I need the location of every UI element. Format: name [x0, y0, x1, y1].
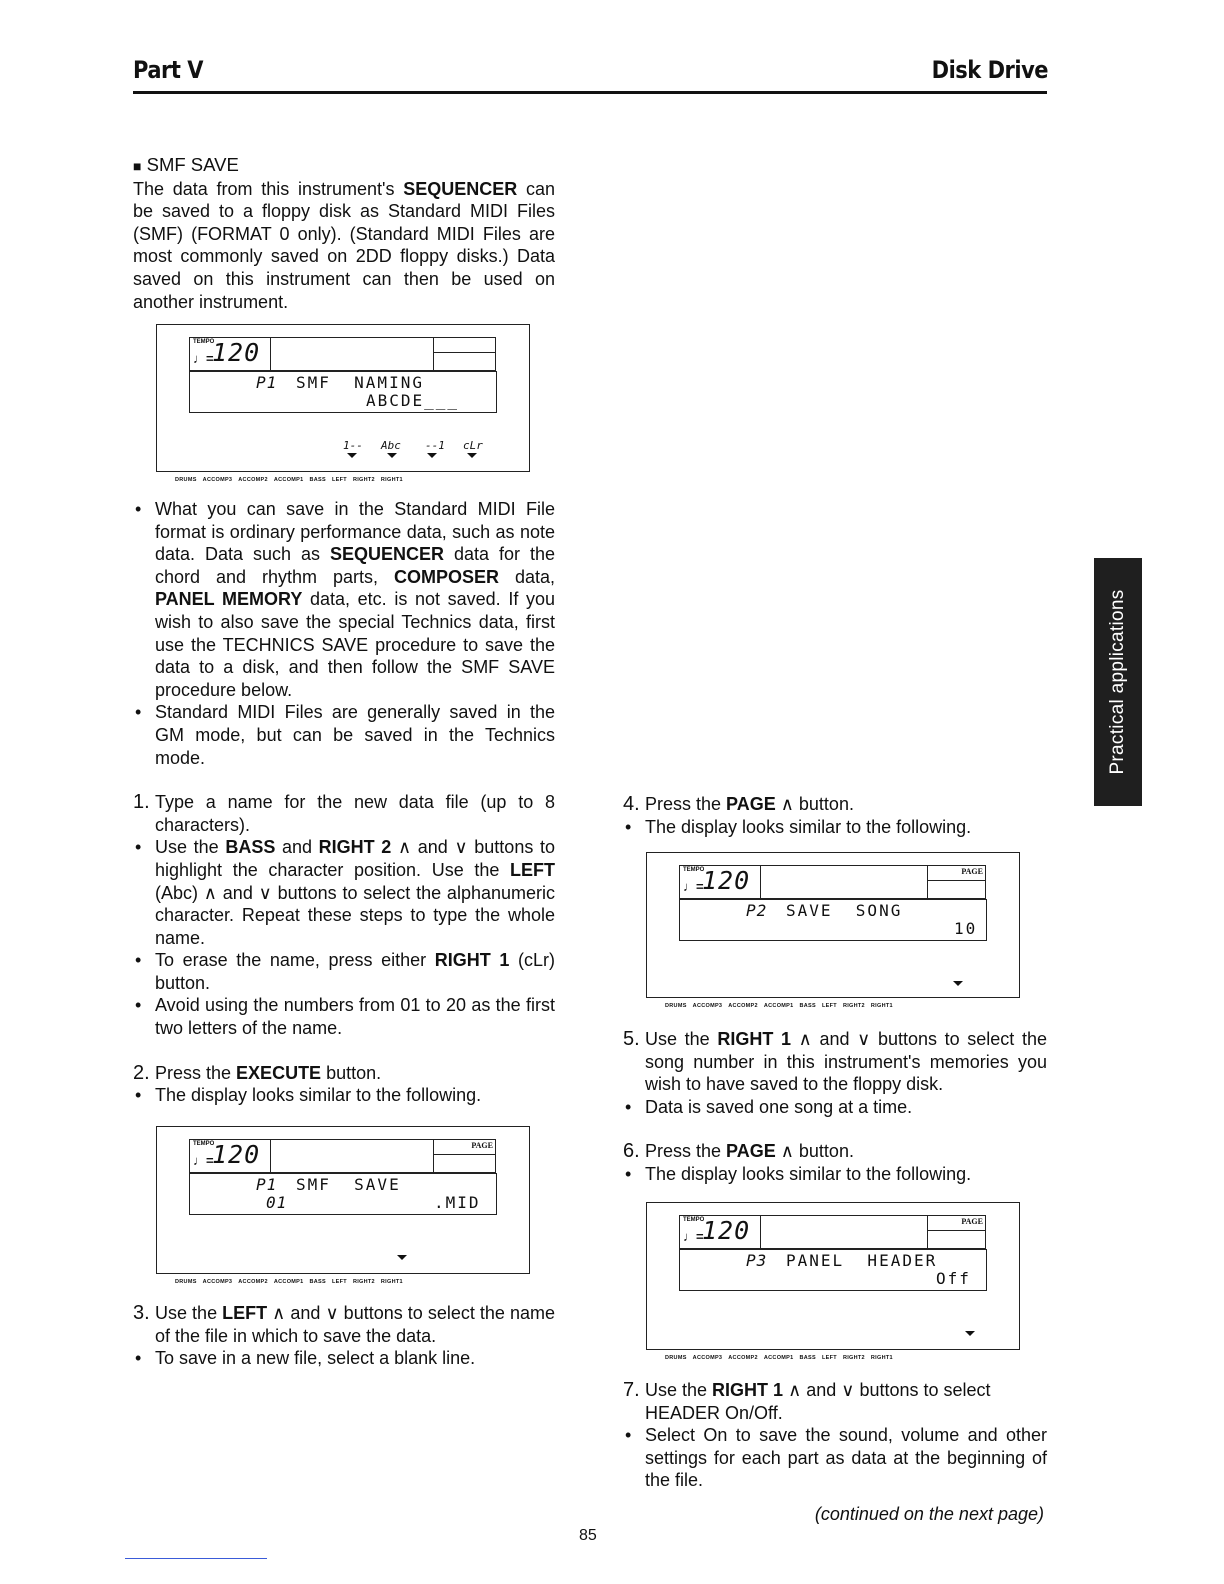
lcd-line-1: SMF NAMING — [296, 373, 424, 392]
side-tab — [1094, 558, 1142, 806]
list-item: • The display looks similar to the following. — [623, 1163, 1047, 1186]
lcd-message — [679, 1249, 987, 1291]
soft-label-3: --1 — [425, 439, 445, 452]
steps-5-6-block — [623, 1028, 1047, 1186]
lcd-display-save — [156, 1126, 530, 1285]
tempo-display: TEMPO ♩= 120 — [189, 1139, 271, 1173]
part-labels: DRUMS ACCOMP3 ACCOMP2 ACCOMP1 BASS LEFT RIGHT2 RIGHT1 — [665, 1003, 893, 1009]
lcd-page-number: P2 — [746, 901, 768, 920]
list-item: • Select On to save the sound, volume and other settings for each part as data at the beginning of the file. — [623, 1424, 1047, 1492]
lcd-song-number: 10 — [954, 919, 978, 938]
lcd-top-bar — [271, 1139, 434, 1173]
step-4: 4. Press the PAGE ∧ button. — [623, 793, 854, 815]
part-labels: DRUMS ACCOMP3 ACCOMP2 ACCOMP1 BASS LEFT RIGHT2 RIGHT1 — [665, 1355, 893, 1361]
down-arrow-icon — [387, 453, 397, 458]
soft-label-1: 1-- — [343, 439, 363, 452]
footer-line — [125, 1558, 267, 1559]
page-indicator — [433, 337, 496, 371]
list-item: • The display looks similar to the following. — [623, 816, 1047, 839]
step-2: 2. Press the EXECUTE button. — [133, 1061, 382, 1084]
chapter-label: Disk Drive — [931, 56, 1048, 84]
down-arrow-icon — [467, 453, 477, 458]
down-arrow-icon — [397, 1255, 407, 1260]
step-7: 7. Use the RIGHT 1 ∧ and ∨ buttons to select HEADER On/Off. — [623, 1379, 991, 1423]
step-3-block — [133, 1302, 555, 1370]
continued-note: (continued on the next page) — [814, 1504, 1044, 1524]
lcd-top-bar — [761, 865, 928, 899]
lcd-header-value: Off — [936, 1269, 971, 1288]
page-indicator: PAGE — [927, 1215, 986, 1249]
square-bullet-icon: ■ — [133, 158, 142, 174]
list-item: • To erase the name, press either RIGHT 1 (cLr) button. — [133, 949, 555, 994]
lcd-line-2: ABCDE___ — [366, 391, 460, 410]
intro-paragraph: The data from this instrument's SEQUENCER can be saved to a floppy disk as Standard MIDI Files (SMF) (FORMAT 0 only). (Standard MIDI Files are most commonly saved on 2DD floppy disks.) Data saved on this instrument can then be used on another instrument. — [133, 178, 555, 312]
lcd-display-header — [646, 1202, 1020, 1361]
down-arrow-icon — [347, 453, 357, 458]
step-4-block — [623, 793, 1047, 838]
list-item: • What you can save in the Standard MIDI File format is ordinary performance data, such as note data. Data such as SEQUENCER data for the chord and rhythm parts, COMPOSER data, PANEL MEMORY data, etc. is not saved. If you wish to also save the special Technics data, first use the TECHNICS SAVE procedure to save the data to a disk, and then follow the SMF SAVE procedure below. — [133, 498, 555, 701]
section-title: SMF SAVE — [146, 154, 239, 175]
step-1: 1. Type a name for the new data file (up to 8 characters). — [133, 791, 555, 835]
lcd-message — [679, 899, 987, 941]
step-3: 3. Use the LEFT ∧ and ∨ buttons to select the name of the file in which to save the data. — [133, 1302, 555, 1346]
section-heading — [133, 154, 555, 178]
page-indicator: PAGE — [433, 1139, 496, 1173]
list-item: • Standard MIDI Files are generally saved in the GM mode, but can be saved in the Technics mode. — [133, 701, 555, 769]
soft-label-abc: Abc — [381, 439, 401, 452]
tempo-display: TEMPO ♩= 120 — [679, 865, 761, 899]
lcd-file-number: 01 — [266, 1193, 288, 1212]
lcd-file-extension: .MID — [434, 1193, 481, 1212]
down-arrow-icon — [965, 1331, 975, 1336]
down-arrow-icon — [427, 453, 437, 458]
lcd-page-number: P3 — [746, 1251, 768, 1270]
step-6: 6. Press the PAGE ∧ button. — [623, 1140, 854, 1163]
side-tab-label: Practical applications — [1107, 589, 1128, 775]
tempo-display: TEMPO ♩= 120 — [189, 337, 271, 371]
list-item: • Data is saved one song at a time. — [623, 1096, 1047, 1119]
part-labels: DRUMS ACCOMP3 ACCOMP2 ACCOMP1 BASS LEFT RIGHT2 RIGHT1 — [175, 1279, 403, 1285]
lcd-page-number: P1 — [256, 1175, 278, 1194]
list-item: • To save in a new file, select a blank line. — [133, 1347, 555, 1370]
lcd-page-number: P1 — [256, 373, 278, 392]
list-item: • Avoid using the numbers from 01 to 20 as the first two letters of the name. — [133, 994, 555, 1039]
part-labels: DRUMS ACCOMP3 ACCOMP2 ACCOMP1 BASS LEFT RIGHT2 RIGHT1 — [175, 477, 403, 483]
lcd-top-bar — [761, 1215, 928, 1249]
part-label: Part V — [133, 56, 203, 84]
page-indicator: PAGE — [927, 865, 986, 899]
step-5: 5. Use the RIGHT 1 ∧ and ∨ buttons to select the song number in this instrument's memories you wish to have saved to the floppy disk. — [623, 1028, 1047, 1095]
left-column — [133, 154, 555, 313]
lcd-display-naming — [156, 324, 530, 483]
step-7-block — [623, 1379, 1047, 1492]
lcd-display-song — [646, 852, 1020, 1009]
page-number: 85 — [579, 1527, 597, 1544]
lcd-message — [189, 371, 497, 413]
lcd-line-1: PANEL HEADER — [786, 1251, 938, 1270]
left-column-body — [133, 498, 555, 1107]
list-item: • The display looks similar to the following. — [133, 1084, 555, 1107]
lcd-line-1: SAVE SONG — [786, 901, 903, 920]
header-rule — [133, 91, 1047, 94]
down-arrow-icon — [953, 981, 963, 986]
lcd-message — [189, 1173, 497, 1215]
lcd-top-bar — [271, 337, 434, 371]
list-item: • Use the BASS and RIGHT 2 ∧ and ∨ buttons to highlight the character position. Use the LEFT (Abc) ∧ and ∨ buttons to select the alphanumeric character. Repeat these steps to type the whole name. — [133, 836, 555, 949]
tempo-display: TEMPO ♩= 120 — [679, 1215, 761, 1249]
lcd-line-1: SMF SAVE — [296, 1175, 401, 1194]
soft-label-clr: cLr — [463, 439, 483, 452]
